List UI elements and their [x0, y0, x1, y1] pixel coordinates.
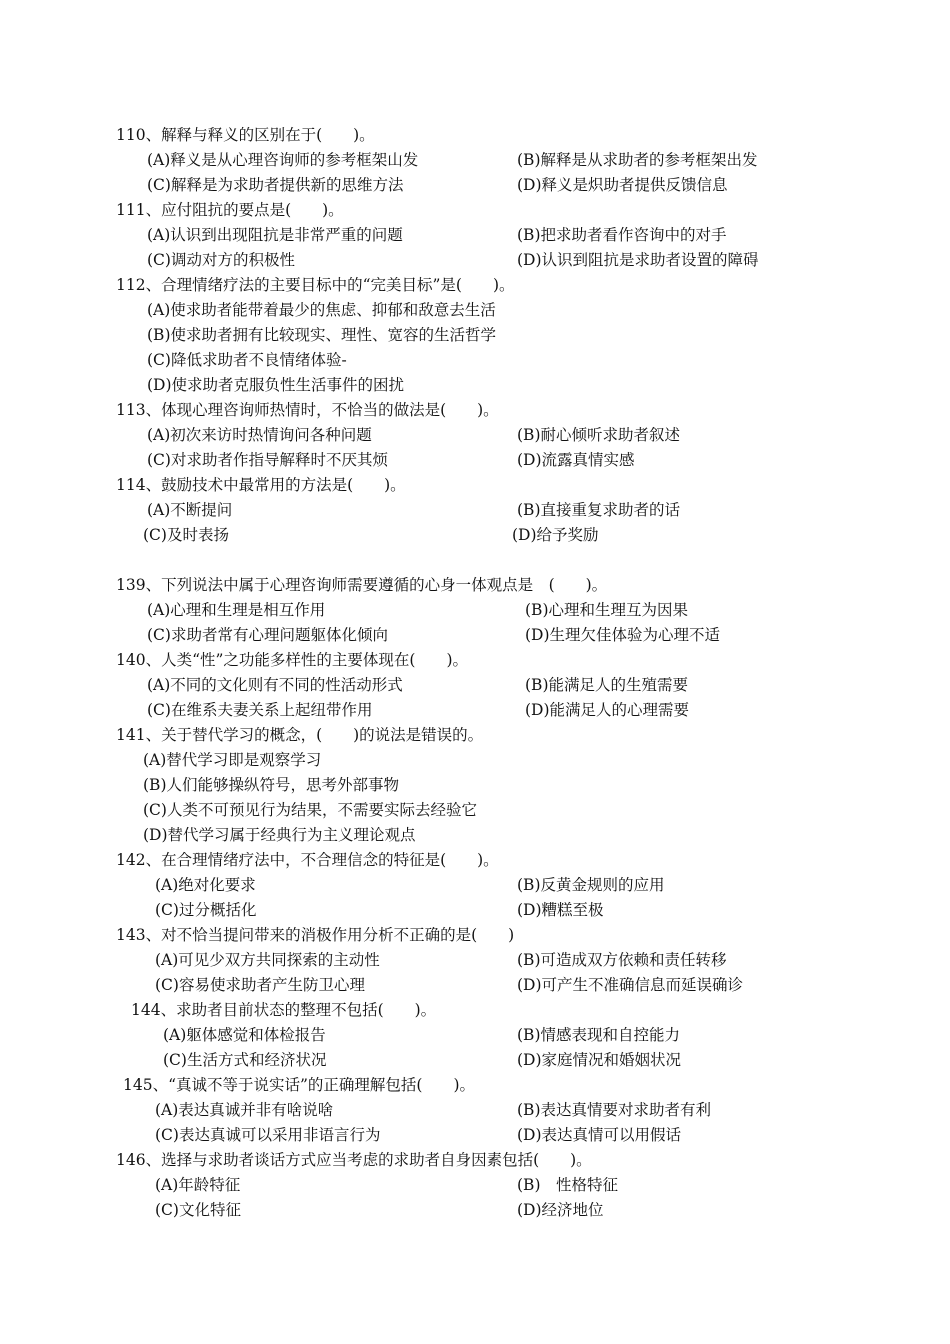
option-139-d: (D)生理欠佳体验为心理不适 [525, 626, 721, 644]
question-113: 113、体现心理咨询师热情时，不恰当的做法是( )。 [116, 401, 499, 419]
option-140-d: (D)能满足人的心理需要 [525, 701, 690, 719]
option-143-b: (B)可造成双方依赖和责任转移 [517, 951, 727, 969]
option-145-a: (A)表达真诚并非有啥说啥 [155, 1101, 334, 1119]
option-114-d: (D)给予奖励 [512, 526, 599, 544]
option-112-c: (C)降低求助者不良情绪体验- [147, 351, 347, 369]
option-142-d: (D)糟糕至极 [517, 901, 604, 919]
option-139-b: (B)心理和生理互为因果 [525, 601, 688, 619]
option-113-d: (D)流露真情实感 [517, 451, 635, 469]
question-111: 111、应付阻抗的要点是( )。 [116, 201, 344, 219]
option-141-a: (A)替代学习即是观察学习 [143, 751, 322, 769]
option-140-b: (B)能满足人的生殖需要 [525, 676, 688, 694]
question-140: 140、人类“性”之功能多样性的主要体现在( )。 [116, 651, 469, 669]
option-146-b: (B) 性格特征 [517, 1176, 618, 1194]
option-143-a: (A)可见少双方共同探索的主动性 [155, 951, 380, 969]
option-112-d: (D)使求助者克服负性生活事件的困扰 [147, 376, 405, 394]
question-114: 114、鼓励技术中最常用的方法是( )。 [116, 476, 406, 494]
option-111-a: (A)认识到出现阻抗是非常严重的问题 [147, 226, 403, 244]
option-110-b: (B)解释是从求助者的参考框架出发 [517, 151, 758, 169]
question-145: 145、“真诚不等于说实话”的正确理解包括( )。 [123, 1076, 476, 1094]
option-140-c: (C)在维系夫妻关系上起纽带作用 [147, 701, 373, 719]
option-145-b: (B)表达真情要对求助者有利 [517, 1101, 711, 1119]
option-142-a: (A)绝对化要求 [155, 876, 256, 894]
option-144-a: (A)躯体感觉和体检报告 [163, 1026, 326, 1044]
option-113-a: (A)初次来访时热情询问各种问题 [147, 426, 372, 444]
option-145-c: (C)表达真诚可以采用非语言行为 [155, 1126, 381, 1144]
option-146-c: (C)文化特征 [155, 1201, 241, 1219]
option-140-a: (A)不同的文化则有不同的性活动形式 [147, 676, 403, 694]
option-146-d: (D)经济地位 [517, 1201, 604, 1219]
option-112-a: (A)使求助者能带着最少的焦虑、抑郁和敌意去生活 [147, 301, 496, 319]
question-141: 141、关于替代学习的概念，( )的说法是错误的。 [116, 726, 484, 744]
option-110-a: (A)释义是从心理咨询师的参考框架山发 [147, 151, 419, 169]
option-142-b: (B)反黄金规则的应用 [517, 876, 665, 894]
option-144-c: (C)生活方式和经济状况 [163, 1051, 327, 1069]
option-141-c: (C)人类不可预见行为结果，不需要实际去经验它 [143, 801, 477, 819]
option-145-d: (D)表达真情可以用假话 [517, 1126, 682, 1144]
option-146-a: (A)年龄特征 [155, 1176, 241, 1194]
option-111-d: (D)认识到阻抗是求助者设置的障碍 [517, 251, 759, 269]
question-146: 146、选择与求助者谈话方式应当考虑的求助者自身因素包括( )。 [116, 1151, 592, 1169]
option-144-d: (D)家庭情况和婚姻状况 [517, 1051, 682, 1069]
option-143-d: (D)可产生不准确信息而延误确诊 [517, 976, 744, 994]
option-110-d: (D)释义是炽助者提供反馈信息 [517, 176, 728, 194]
option-143-c: (C)容易使求助者产生防卫心理 [155, 976, 365, 994]
option-141-b: (B)人们能够操纵符号，思考外部事物 [143, 776, 399, 794]
question-144: 144、求助者目前状态的整理不包括( )。 [131, 1001, 437, 1019]
option-111-b: (B)把求助者看作咨询中的对手 [517, 226, 727, 244]
option-144-b: (B)情感表现和自控能力 [517, 1026, 680, 1044]
question-112: 112、合理情绪疗法的主要目标中的“完美目标”是( )。 [116, 276, 515, 294]
option-142-c: (C)过分概括化 [155, 901, 257, 919]
option-111-c: (C)调动对方的积极性 [147, 251, 295, 269]
option-113-c: (C)对求助者作指导解释时不厌其烦 [147, 451, 388, 469]
option-139-c: (C)求助者常有心理问题躯体化倾向 [147, 626, 388, 644]
option-139-a: (A)心理和生理是相互作用 [147, 601, 326, 619]
option-113-b: (B)耐心倾听求助者叙述 [517, 426, 680, 444]
option-141-d: (D)替代学习属于经典行为主义理论观点 [143, 826, 416, 844]
question-110: 110、解释与释义的区别在于( )。 [116, 126, 375, 144]
question-139: 139、下列说法中属于心理咨询师需要遵循的心身一体观点是 ( )。 [116, 576, 608, 594]
option-114-c: (C)及时表扬 [143, 526, 229, 544]
question-142: 142、在合理情绪疗法中，不合理信念的特征是( )。 [116, 851, 499, 869]
option-114-a: (A)不断提问 [147, 501, 233, 519]
option-112-b: (B)使求助者拥有比较现实、理性、宽容的生活哲学 [147, 326, 496, 344]
question-143: 143、对不恰当提问带来的消极作用分析不正确的是( ) [116, 926, 515, 944]
option-114-b: (B)直接重复求助者的话 [517, 501, 680, 519]
option-110-c: (C)解释是为求助者提供新的思维方法 [147, 176, 404, 194]
